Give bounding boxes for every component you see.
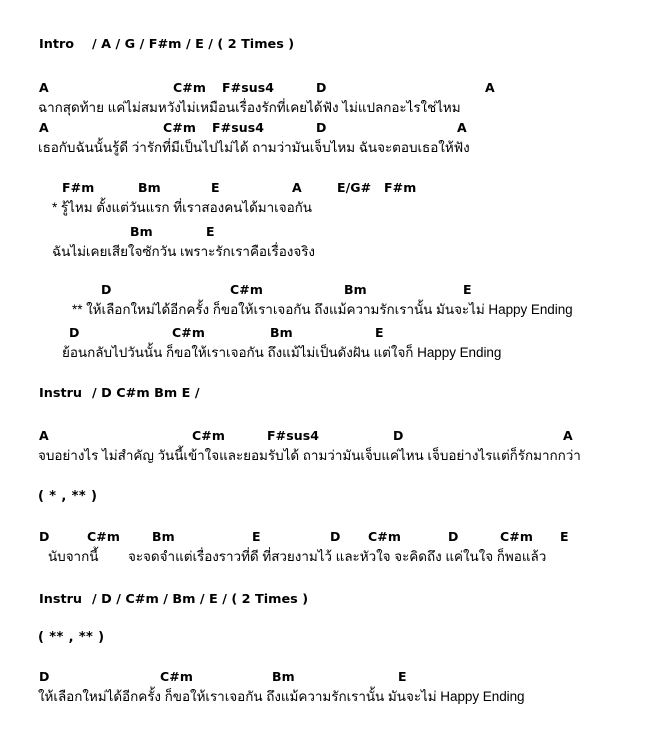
chord-label: E: [398, 669, 407, 684]
chord-label: E: [252, 529, 261, 544]
chord-label: C#m: [163, 120, 196, 135]
chord-label: A: [39, 120, 49, 135]
chord-label: A: [563, 428, 573, 443]
chord-label: C#m: [230, 282, 263, 297]
chord-label: E: [560, 529, 569, 544]
chord-label: D: [101, 282, 112, 297]
chord-label: A: [39, 80, 49, 95]
chord-label: Bm: [138, 180, 161, 195]
chord-label: A: [292, 180, 302, 195]
chord-label: Bm: [272, 669, 295, 684]
chord-label: D: [316, 120, 327, 135]
lyric-line: ย้อนกลับไปวันนั้น ก็ขอให้เราเจอกัน ถึงแม้ไม่เป็นดังฝัน แต่ใจก็ Happy Ending: [62, 345, 502, 360]
lyric-line: จบอย่างไร ไม่สำคัญ วันนี้เข้าใจและยอมรับได้ ถามว่ามันเจ็บแค่ไหน เจ็บอย่างไรแต่ก็รักมากกว่า: [38, 448, 581, 463]
chord-label: E/G#: [337, 180, 372, 195]
chord-label: D: [448, 529, 459, 544]
lyric-line: * รู้ไหม ตั้งแต่วันแรก ที่เราสองคนได้มาเจอกัน: [52, 200, 312, 215]
chord-label: F#sus4: [267, 428, 320, 443]
chord-label: D: [393, 428, 404, 443]
intro-progression: / A / G / F#m / E / ( 2 Times ): [92, 37, 295, 52]
lyric-line: ฉันไม่เคยเสียใจซักวัน เพราะรักเราคือเรื่องจริง: [52, 244, 315, 259]
chord-label: E: [206, 224, 215, 239]
chord-label: A: [457, 120, 467, 135]
chord-label: F#sus4: [212, 120, 265, 135]
chord-label: C#m: [87, 529, 120, 544]
chord-label: F#m: [384, 180, 417, 195]
lyric-line: ฉากสุดท้าย แค่ไม่สมหวัง: [38, 100, 181, 115]
instru-label: Instru: [39, 592, 83, 607]
chord-label: C#m: [160, 669, 193, 684]
chord-label: A: [39, 428, 49, 443]
chord-label: Bm: [130, 224, 153, 239]
intro-label: Intro: [39, 37, 75, 52]
chord-label: Bm: [152, 529, 175, 544]
chord-label: C#m: [368, 529, 401, 544]
chord-label: C#m: [500, 529, 533, 544]
chord-label: F#sus4: [222, 80, 275, 95]
chord-label: F#m: [62, 180, 95, 195]
lyric-line: นับจากนี้: [48, 549, 99, 564]
lyric-line: ให้เลือกใหม่ได้อีกครั้ง ก็ขอให้เราเจอกัน ถึงแม้ความรักเรานั้น มันจะไม่ Happy Ending: [38, 689, 525, 704]
lyric-line: จะจดจำแต่เรื่องราวที่ดี ที่สวยงามไว้ และหัวใจ จะคิดถึง แค่ในใจ ก็พอแล้ว: [128, 549, 547, 564]
instru-progression: / D / C#m / Bm / E / ( 2 Times ): [92, 592, 309, 607]
chord-label: D: [316, 80, 327, 95]
chord-label: Bm: [344, 282, 367, 297]
chord-label: D: [330, 529, 341, 544]
repeat-marker: ( * , ** ): [38, 489, 98, 504]
chord-label: E: [375, 325, 384, 340]
chord-label: E: [463, 282, 472, 297]
chord-label: C#m: [172, 325, 205, 340]
chord-label: D: [69, 325, 80, 340]
chord-label: D: [39, 669, 50, 684]
chord-label: Bm: [270, 325, 293, 340]
lyric-line: ** ให้เลือกใหม่ได้อีกครั้ง ก็ขอให้เราเจอกัน ถึงแม้ความรักเรานั้น มันจะไม่ Happy Ending: [72, 302, 573, 317]
repeat-marker: ( ** , ** ): [38, 630, 105, 645]
chord-label: D: [39, 529, 50, 544]
lyric-line: เธอกับฉันนั้นรู้ดี ว่ารักที่มีเป็นไปไม่ได้ ถามว่ามันเจ็บไหม ฉันจะตอบเธอให้ฟัง: [38, 140, 470, 155]
chord-label: E: [211, 180, 220, 195]
instru-label: Instru: [39, 386, 83, 401]
lyric-line: ไม่เหมือนเรื่องรักที่เคยได้ฟัง ไม่แปลกอะไรใช่ไหม: [180, 100, 461, 115]
chord-label: C#m: [192, 428, 225, 443]
instru-progression: / D C#m Bm E /: [92, 386, 200, 401]
chord-label: C#m: [173, 80, 206, 95]
chord-label: A: [485, 80, 495, 95]
